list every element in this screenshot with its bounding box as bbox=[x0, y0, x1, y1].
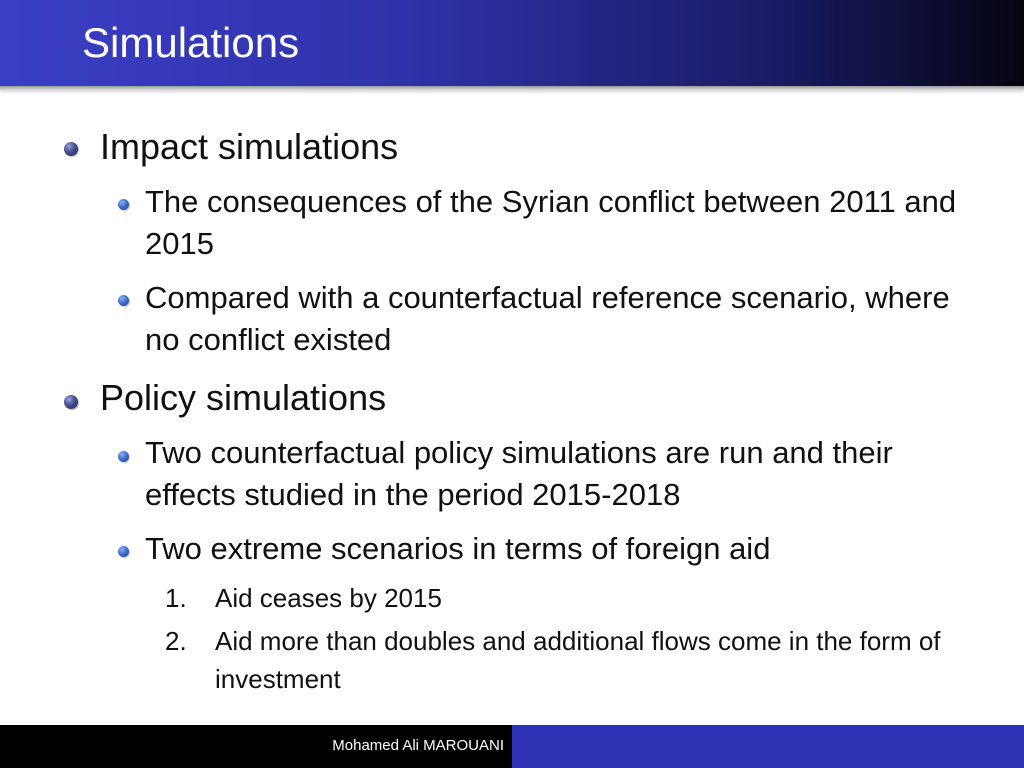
sphere-bullet-icon bbox=[64, 142, 78, 156]
footer-left-bar bbox=[0, 725, 512, 768]
list-number-2: 2. bbox=[165, 626, 187, 656]
slide-title: Simulations bbox=[82, 19, 300, 66]
bullet-text-policy-runs: Two counterfactual policy simulations are run and their effects studied in the period 2015-2018 bbox=[145, 435, 893, 512]
section-heading-impact: Impact simulations bbox=[100, 126, 399, 167]
sphere-bullet-icon bbox=[64, 395, 78, 409]
numbered-text-aid-ceases: Aid ceases by 2015 bbox=[215, 583, 442, 613]
small-sphere-bullet-icon bbox=[118, 295, 129, 306]
footer-right-bar bbox=[512, 725, 1024, 768]
footer-author: Mohamed Ali MAROUANI bbox=[332, 737, 504, 754]
small-sphere-bullet-icon bbox=[118, 199, 129, 210]
section-heading-policy: Policy simulations bbox=[100, 377, 387, 418]
small-sphere-bullet-icon bbox=[118, 451, 129, 462]
bullet-text-extreme-scenarios: Two extreme scenarios in terms of foreign aid bbox=[145, 531, 771, 566]
bullet-text-consequences: The consequences of the Syrian conflict between 2011 and 2015 bbox=[145, 184, 957, 261]
bullet-text-counterfactual: Compared with a counterfactual reference scenario, where no conflict existed bbox=[145, 280, 950, 357]
numbered-text-aid-doubles: Aid more than doubles and additional flows come in the form of investment bbox=[215, 626, 941, 694]
small-sphere-bullet-icon bbox=[118, 546, 129, 557]
list-number-1: 1. bbox=[165, 583, 187, 613]
